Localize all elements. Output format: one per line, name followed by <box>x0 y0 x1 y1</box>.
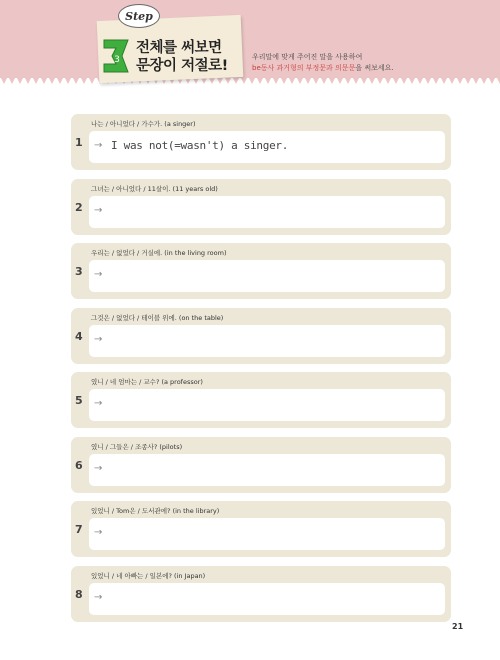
instruction-emphasis: be동사 과거형의 부정문과 의문문 <box>252 64 356 72</box>
exercise-prompt: 있었니 / 네 아빠는 / 일본에? (in Japan) <box>91 571 206 580</box>
exercise-prompt: 나는 / 아니었다 / 가수가. (a singer) <box>91 120 196 128</box>
answer-field[interactable] <box>89 131 445 163</box>
answer-field[interactable] <box>89 325 445 357</box>
exercise-number: 4 <box>75 329 83 343</box>
answer-field[interactable] <box>89 518 445 550</box>
arrow-icon: → <box>94 462 103 474</box>
exercise-prompt: 있었니 / Tom은 / 도서관에? (in the library) <box>91 507 220 515</box>
instruction-rest: 을 써보세요. <box>355 64 394 72</box>
answer-field[interactable] <box>89 196 445 228</box>
step-label-bubble: Step <box>118 4 160 28</box>
step-title-line1: 전체를 써보면 <box>136 40 222 56</box>
exercise-card <box>71 243 451 299</box>
instruction <box>252 52 442 74</box>
page-number: 21 <box>452 622 464 631</box>
exercise-number: 5 <box>75 394 83 407</box>
exercise-number: 6 <box>75 458 83 472</box>
answer-field[interactable] <box>89 454 445 486</box>
exercise-prompt: 그것은 / 없었다 / 테이블 위에. (on the table) <box>91 313 224 322</box>
arrow-icon: → <box>94 204 103 216</box>
step-title-line2: 문장이 저절로! <box>136 58 228 74</box>
arrow-icon: → <box>94 591 103 603</box>
answer-field[interactable] <box>89 583 445 615</box>
answer-field[interactable] <box>89 389 445 421</box>
exercise-card <box>71 501 451 557</box>
exercise-number: 8 <box>75 587 83 601</box>
step-number-text: 3 <box>114 55 120 65</box>
exercise-prompt: 였니 / 그들은 / 조종사? (pilots) <box>91 442 183 451</box>
exercise-card <box>71 437 451 493</box>
step-number-3 <box>100 36 134 76</box>
exercise-card <box>71 566 451 622</box>
exercise-card <box>71 179 451 235</box>
arrow-icon: → <box>94 140 103 151</box>
exercise-prompt: 우리는 / 없었다 / 거실에. (in the living room) <box>91 249 227 257</box>
exercise-card <box>71 308 451 364</box>
answer-field[interactable] <box>89 260 445 292</box>
arrow-icon: → <box>94 527 103 538</box>
arrow-icon: → <box>94 398 103 409</box>
zigzag-edge <box>0 76 500 86</box>
exercise-number: 1 <box>75 136 83 149</box>
arrow-icon: → <box>94 269 103 280</box>
exercise-number: 7 <box>75 523 83 536</box>
step-title <box>136 39 246 75</box>
arrow-icon: → <box>94 333 103 345</box>
instruction-line2 <box>252 63 442 74</box>
answer-text: I was not(=wasn't) a singer. <box>111 139 289 152</box>
exercise-card <box>71 114 451 170</box>
exercise-number: 3 <box>75 265 83 278</box>
exercise-number: 2 <box>75 200 83 214</box>
exercise-card <box>71 372 451 428</box>
exercise-prompt: 그녀는 / 아니었다 / 11살이. (11 years old) <box>91 184 218 193</box>
instruction-line1: 우리말에 맞게 주어진 말을 사용하여 <box>252 53 363 61</box>
exercise-prompt: 였니 / 네 엄마는 / 교수? (a professor) <box>91 378 203 386</box>
